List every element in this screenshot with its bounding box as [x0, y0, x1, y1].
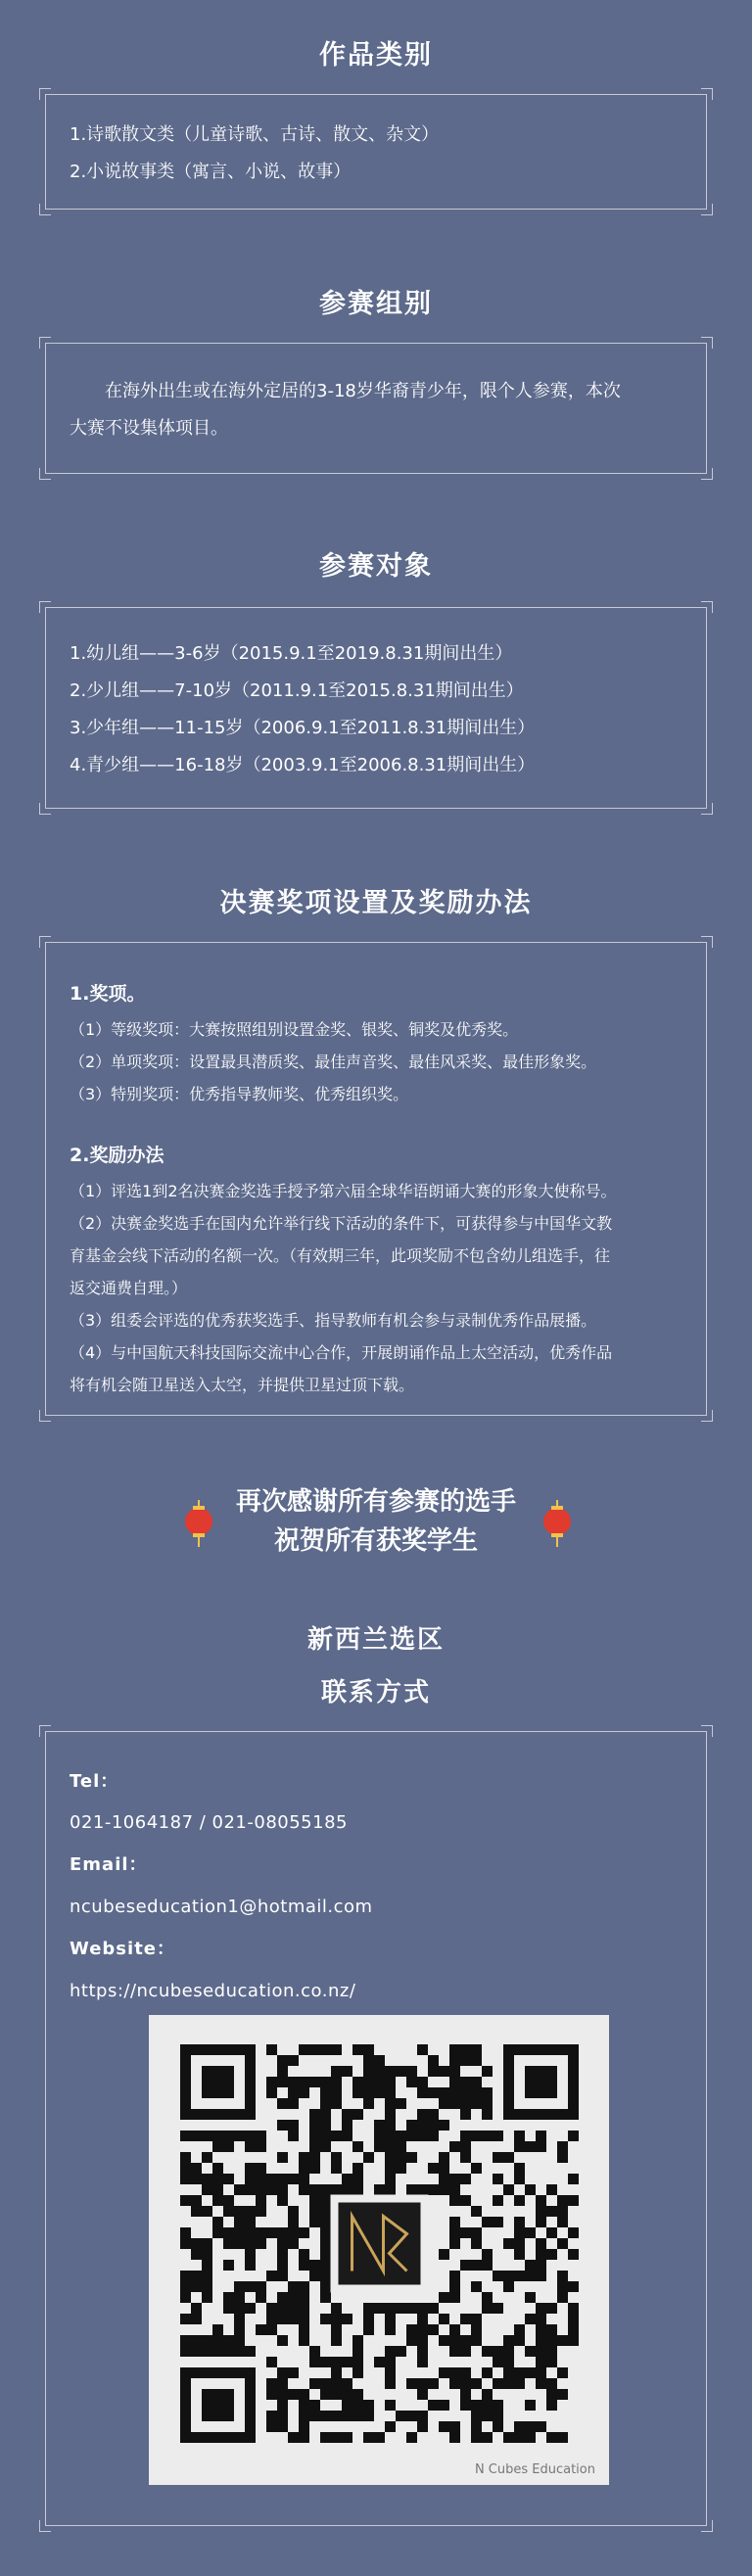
- category-item: 2.小说故事类（寓言、小说、故事）: [70, 162, 352, 182]
- reward-item: （2）决赛金奖选手在国内允许举行线下活动的条件下，可获得参与中国华文教: [70, 1214, 613, 1233]
- tel-label: Tel：: [70, 1771, 119, 1792]
- qr-caption: N Cubes Education: [474, 2462, 595, 2477]
- website-link[interactable]: https://ncubeseducation.co.nz/: [70, 1981, 356, 2001]
- groups-box: [45, 343, 707, 474]
- awards-heading-2: 2.奖励办法: [70, 1145, 164, 1166]
- thanks-line: 再次感谢所有参赛的选手: [235, 1487, 516, 1517]
- groups-title: 参赛组别: [319, 289, 433, 319]
- qr-code: [149, 2015, 609, 2485]
- region-title: 新西兰选区: [306, 1625, 445, 1655]
- awards-title: 决赛奖项设置及奖励办法: [219, 888, 533, 918]
- awards-box: [45, 942, 707, 1416]
- reward-item: 返交通费自理。）: [70, 1279, 188, 1297]
- tel-value: 021-1064187 / 021-08055185: [70, 1812, 348, 1833]
- target-item: 2.少儿组——7-10岁（2011.9.1至2015.8.31期间出生）: [70, 680, 524, 701]
- congrats-line: 祝贺所有获奖学生: [273, 1526, 478, 1556]
- reward-item: （3）组委会评选的优秀获奖选手、指导教师有机会参与录制优秀作品展播。: [70, 1311, 597, 1330]
- reward-item: 育基金会线下活动的名额一次。（有效期三年，此项奖励不包含幼儿组选手，往: [70, 1246, 611, 1265]
- reward-item: （1）评选1到2名决赛金奖选手授予第六届全球华语朗诵大赛的形象大使称号。: [70, 1182, 617, 1200]
- reward-item: 将有机会随卫星送入太空，并提供卫星过顶下载。: [70, 1376, 415, 1394]
- awards-heading-1: 1.奖项。: [70, 983, 146, 1005]
- target-item: 1.幼儿组——3-6岁（2015.9.1至2019.8.31期间出生）: [70, 643, 513, 664]
- categories-box: [45, 94, 707, 210]
- targets-box: [45, 607, 707, 809]
- email-value[interactable]: ncubeseducation1@hotmail.com: [70, 1897, 373, 1917]
- groups-text: 在海外出生或在海外定居的3-18岁华裔青少年，限个人参赛，本次: [105, 381, 621, 401]
- website-label: Website：: [70, 1939, 176, 1959]
- categories-title: 作品类别: [319, 40, 433, 70]
- reward-item: （4）与中国航天科技国际交流中心合作，开展朗诵作品上太空活动，优秀作品: [70, 1343, 613, 1362]
- award-item: （2）单项奖项：设置最具潜质奖、最佳声音奖、最佳风采奖、最佳形象奖。: [70, 1053, 597, 1071]
- email-label: Email：: [70, 1854, 148, 1875]
- award-item: （3）特别奖项：优秀指导教师奖、优秀组织奖。: [70, 1085, 409, 1103]
- category-item: 1.诗歌散文类（儿童诗歌、古诗、散文、杂文）: [70, 124, 440, 145]
- targets-title: 参赛对象: [319, 551, 433, 582]
- contact-title: 联系方式: [320, 1678, 431, 1708]
- target-item: 4.青少组——16-18岁（2003.9.1至2006.8.31期间出生）: [70, 755, 536, 775]
- groups-text: 大赛不设集体项目。: [70, 418, 228, 439]
- award-item: （1）等级奖项：大赛按照组别设置金奖、银奖、铜奖及优秀奖。: [70, 1020, 519, 1039]
- qr-code-icon: [149, 2015, 609, 2485]
- target-item: 3.少年组——11-15岁（2006.9.1至2011.8.31期间出生）: [70, 718, 536, 738]
